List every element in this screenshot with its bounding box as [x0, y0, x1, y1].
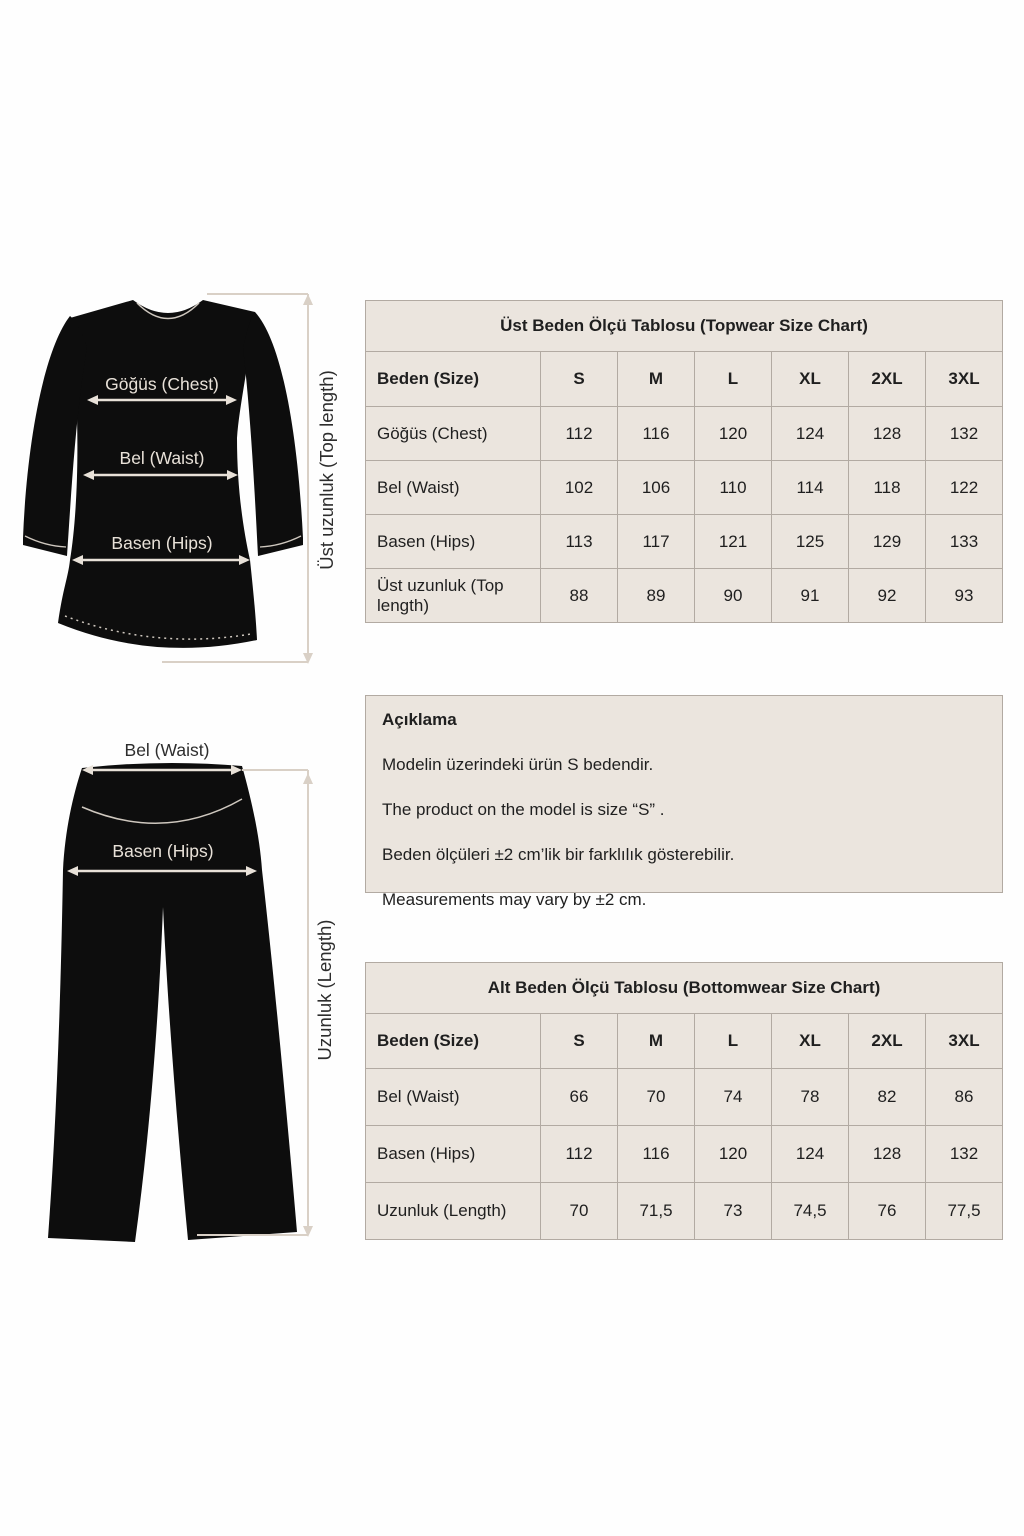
table-cell: 70 — [540, 1183, 617, 1239]
table-cell: 120 — [694, 407, 771, 460]
column-header: 2XL — [848, 352, 925, 406]
note-line: Measurements may vary by ±2 cm. — [382, 890, 647, 909]
pants-hips-label: Basen (Hips) — [112, 841, 214, 861]
top-length-label: Üst uzunluk (Top length) — [316, 370, 337, 570]
column-header: 2XL — [848, 1014, 925, 1068]
table-cell: 78 — [771, 1069, 848, 1125]
row-label: Bel (Waist) — [377, 1087, 460, 1106]
table-cell: 121 — [694, 515, 771, 568]
shirt-right-sleeve — [243, 312, 303, 556]
table-cell: 74 — [694, 1069, 771, 1125]
table-row — [366, 1182, 1002, 1239]
table-cell: 132 — [925, 407, 1002, 460]
row-label: Bel (Waist) — [377, 477, 460, 497]
topwear-size-table — [365, 300, 1003, 623]
table-cell: 117 — [617, 515, 694, 568]
row-label: Üst uzunluk (Top length) — [377, 575, 504, 615]
table-cell: 129 — [848, 515, 925, 568]
table-row — [366, 460, 1002, 514]
column-header: L — [694, 1014, 771, 1068]
table-cell: 132 — [925, 1126, 1002, 1182]
table-cell: 110 — [694, 461, 771, 514]
table-cell: 125 — [771, 515, 848, 568]
table-cell: 71,5 — [617, 1183, 694, 1239]
row-label: Göğüs (Chest) — [377, 423, 488, 443]
table-cell: 113 — [540, 515, 617, 568]
note-line: Modelin üzerindeki ürün S bedendir. — [382, 755, 654, 774]
column-header: 3XL — [925, 352, 1002, 406]
chest-label: Göğüs (Chest) — [105, 374, 219, 394]
table-cell: 116 — [617, 1126, 694, 1182]
column-header: S — [540, 352, 617, 406]
table-cell: 128 — [848, 1126, 925, 1182]
column-header: M — [617, 1014, 694, 1068]
column-header: M — [617, 352, 694, 406]
table-cell: 106 — [617, 461, 694, 514]
hips-label: Basen (Hips) — [111, 533, 213, 553]
row-label: Uzunluk (Length) — [377, 1201, 507, 1220]
column-header: Beden (Size) — [377, 1031, 480, 1050]
row-label: Basen (Hips) — [377, 531, 476, 551]
table-cell: 77,5 — [925, 1183, 1002, 1239]
table-cell: 118 — [848, 461, 925, 514]
bottomwear-table-title: Alt Beden Ölçü Tablosu (Bottomwear Size Chart) — [487, 978, 881, 997]
table-cell: 124 — [771, 407, 848, 460]
pants-waist-label: Bel (Waist) — [124, 740, 210, 760]
note-line: Beden ölçüleri ±2 cm’lik bir farklılık gösterebilir. — [382, 845, 735, 864]
table-cell: 133 — [925, 515, 1002, 568]
table-cell: 73 — [694, 1183, 771, 1239]
top-garment-diagram — [15, 288, 355, 680]
table-row — [366, 514, 1002, 568]
table-cell: 91 — [771, 569, 848, 622]
table-cell: 76 — [848, 1183, 925, 1239]
table-cell: 88 — [540, 569, 617, 622]
table-cell: 102 — [540, 461, 617, 514]
row-label: Basen (Hips) — [377, 1144, 476, 1163]
table-cell: 122 — [925, 461, 1002, 514]
table-row — [366, 1068, 1002, 1125]
table-cell: 70 — [617, 1069, 694, 1125]
table-row — [366, 568, 1002, 622]
column-header: 3XL — [925, 1014, 1002, 1068]
column-header: XL — [771, 352, 848, 406]
table-row — [366, 406, 1002, 460]
bottomwear-header-row — [366, 1013, 1002, 1068]
column-header: Beden (Size) — [377, 369, 480, 388]
table-cell: 90 — [694, 569, 771, 622]
bottom-garment-diagram — [15, 735, 355, 1250]
table-cell: 82 — [848, 1069, 925, 1125]
column-header: L — [694, 352, 771, 406]
table-row — [366, 1125, 1002, 1182]
column-header: S — [540, 1014, 617, 1068]
table-cell: 112 — [540, 407, 617, 460]
table-cell: 66 — [540, 1069, 617, 1125]
bottomwear-size-table — [365, 962, 1003, 1240]
table-cell: 89 — [617, 569, 694, 622]
table-cell: 86 — [925, 1069, 1002, 1125]
table-cell: 116 — [617, 407, 694, 460]
table-cell: 74,5 — [771, 1183, 848, 1239]
table-cell: 120 — [694, 1126, 771, 1182]
topwear-table-title: Üst Beden Ölçü Tablosu (Topwear Size Chart) — [500, 316, 868, 335]
table-cell: 124 — [771, 1126, 848, 1182]
pants-length-label: Uzunluk (Length) — [314, 919, 335, 1061]
topwear-header-row — [366, 351, 1002, 406]
note-line: The product on the model is size “S” . — [382, 800, 665, 819]
table-cell: 92 — [848, 569, 925, 622]
table-cell: 112 — [540, 1126, 617, 1182]
note-box — [365, 695, 1003, 909]
note-title: Açıklama — [382, 710, 457, 729]
waist-label: Bel (Waist) — [119, 448, 205, 468]
column-header: XL — [771, 1014, 848, 1068]
table-cell: 93 — [925, 569, 1002, 622]
table-cell: 128 — [848, 407, 925, 460]
pants-silhouette — [48, 763, 297, 1242]
table-cell: 114 — [771, 461, 848, 514]
